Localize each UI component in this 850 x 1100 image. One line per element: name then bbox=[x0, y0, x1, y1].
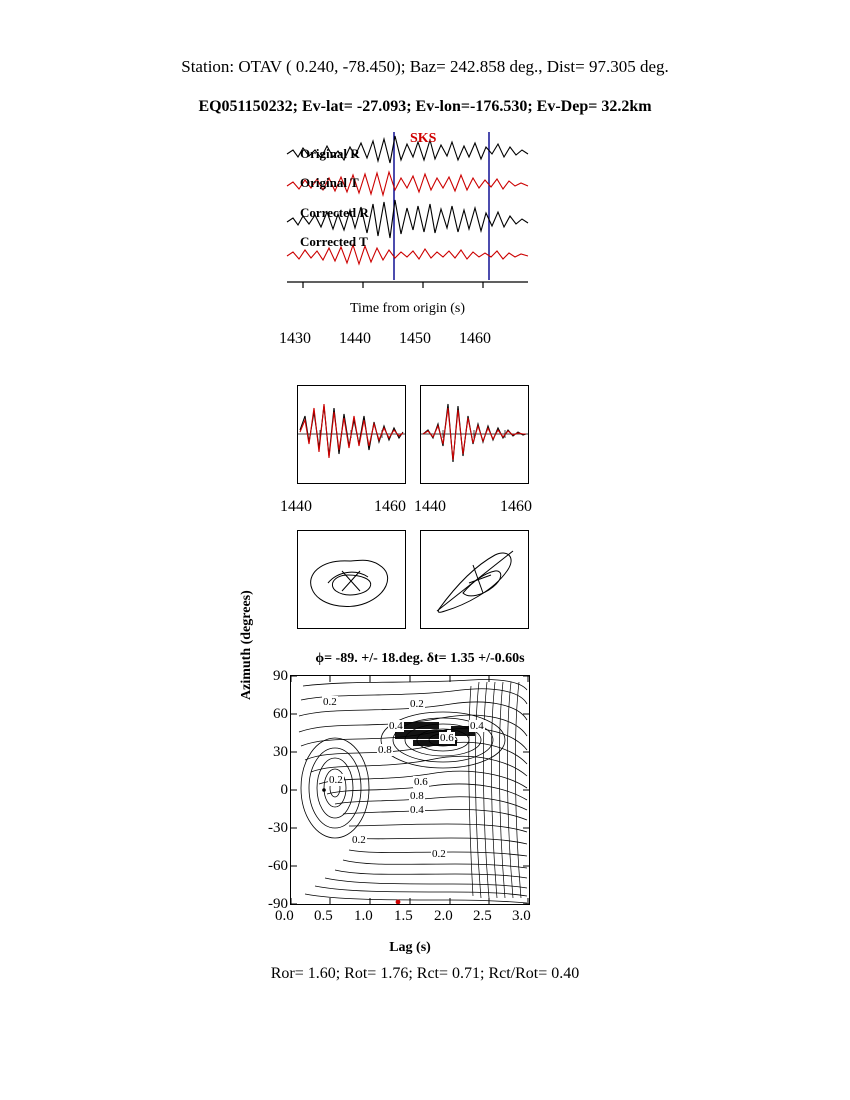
contour-label: 0.2 bbox=[329, 774, 343, 786]
azimuth-tick: 0 bbox=[280, 782, 288, 798]
contour-plot-area bbox=[290, 675, 530, 905]
mini-waveform-right bbox=[421, 386, 528, 483]
contour-label: 0.4 bbox=[470, 720, 484, 732]
lag-tick: 2.5 bbox=[473, 908, 492, 924]
azimuth-tick: 90 bbox=[273, 668, 288, 684]
trace-label-original-t: Original T bbox=[300, 175, 359, 190]
time-tick: 1460 bbox=[459, 330, 491, 347]
trace-label-corrected-r: Corrected R bbox=[300, 205, 369, 220]
contour-label: 0.6 bbox=[440, 732, 454, 744]
azimuth-axis-title: Azimuth (degrees) bbox=[239, 590, 254, 700]
contour-label: 0.4 bbox=[389, 720, 403, 732]
quality-metrics-footer: Ror= 1.60; Rot= 1.76; Rct= 0.71; Rct/Rot= 0.40 bbox=[270, 965, 580, 982]
contour-label: 0.4 bbox=[410, 804, 424, 816]
particle-motion-uncorrected bbox=[297, 530, 406, 629]
splitting-parameters-label: ϕ= -89. +/- 18.deg. δt= 1.35 +/-0.60s bbox=[315, 651, 525, 666]
event-header: EQ051150232; Ev-lat= -27.093; Ev-lon=-176.530; Ev-Dep= 32.2km bbox=[198, 98, 652, 115]
time-tick: 1430 bbox=[279, 330, 311, 347]
time-tick: 1450 bbox=[399, 330, 431, 347]
mini-tick-left: 1440 bbox=[280, 498, 312, 515]
lag-tick: 1.5 bbox=[394, 908, 413, 924]
mini-panel-ticks bbox=[270, 498, 550, 520]
trace-label-original-r: Original R bbox=[300, 146, 360, 161]
contour-label: 0.2 bbox=[410, 698, 424, 710]
contour-label: 0.2 bbox=[323, 696, 337, 708]
time-tick: 1440 bbox=[339, 330, 371, 347]
sks-phase-label: SKS bbox=[410, 131, 437, 146]
lag-axis-title: Lag (s) bbox=[389, 940, 431, 955]
lag-tick: 0.5 bbox=[314, 908, 333, 924]
lag-tick: 2.0 bbox=[434, 908, 453, 924]
time-axis-title: Time from origin (s) bbox=[350, 301, 465, 316]
mini-panel-uncorrected bbox=[297, 385, 406, 484]
mini-tick-right: 1460 bbox=[500, 498, 532, 515]
azimuth-tick: 30 bbox=[273, 744, 288, 760]
mini-waveform-left bbox=[298, 386, 405, 483]
azimuth-tick: -30 bbox=[268, 820, 288, 836]
azimuth-tick: -90 bbox=[268, 896, 288, 912]
marker-interior bbox=[322, 788, 326, 792]
lag-tick: 0.0 bbox=[275, 908, 294, 924]
station-header: Station: OTAV ( 0.240, -78.450); Baz= 242.858 deg., Dist= 97.305 deg. bbox=[181, 57, 669, 76]
contour-label: 0.2 bbox=[352, 834, 366, 846]
mini-tick-left: 1460 bbox=[374, 498, 406, 515]
lag-tick: 3.0 bbox=[512, 908, 531, 924]
best-solution-marker bbox=[396, 900, 401, 904]
trace-label-corrected-t: Corrected T bbox=[300, 234, 368, 249]
lag-tick: 1.0 bbox=[354, 908, 373, 924]
particle-motion-corrected bbox=[420, 530, 529, 629]
azimuth-tick: 60 bbox=[273, 706, 288, 722]
contour-label: 0.6 bbox=[414, 776, 428, 788]
azimuth-tick: -60 bbox=[268, 858, 288, 874]
contour-label: 0.8 bbox=[410, 790, 424, 802]
particle-motion-right-plot bbox=[421, 531, 528, 628]
mini-panel-corrected bbox=[420, 385, 529, 484]
mini-tick-right: 1440 bbox=[414, 498, 446, 515]
error-surface-chart bbox=[290, 675, 530, 905]
azimuth-axis-ticks bbox=[248, 668, 288, 913]
contour-label: 0.2 bbox=[432, 848, 446, 860]
particle-motion-left-plot bbox=[298, 531, 405, 628]
contour-label: 0.8 bbox=[378, 744, 392, 756]
